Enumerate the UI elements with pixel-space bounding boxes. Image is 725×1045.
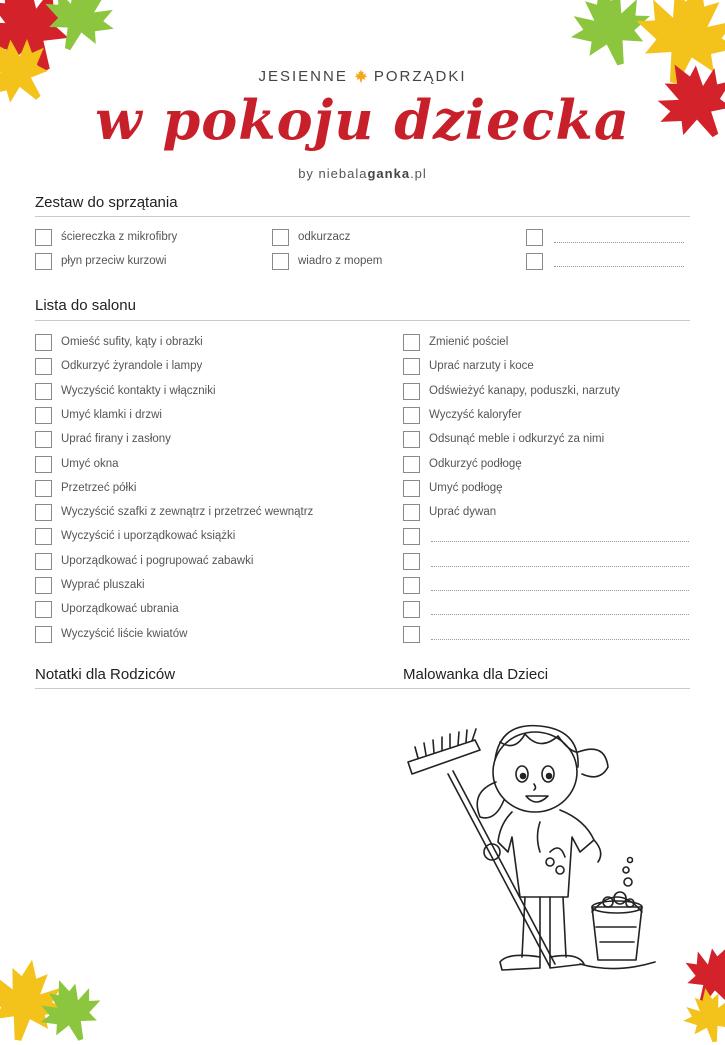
kit-item-label: ściereczka z mikrofibry: [61, 231, 178, 243]
kit-item-label: wiadro z mopem: [298, 255, 383, 267]
checkbox[interactable]: [35, 577, 52, 594]
task-label: Umyć klamki i drzwi: [61, 409, 162, 421]
checkbox[interactable]: [403, 504, 420, 521]
kit-item-label: płyn przeciw kurzowi: [61, 255, 167, 267]
checkbox[interactable]: [35, 334, 52, 351]
task-label: Odświeżyć kanapy, poduszki, narzuty: [429, 385, 620, 397]
checkbox[interactable]: [403, 626, 420, 643]
notes-heading: Notatki dla Rodziców: [35, 666, 176, 683]
task-label: Uprać narzuty i koce: [429, 360, 534, 372]
task-label: Umyć okna: [61, 458, 119, 470]
cleaning-kit-heading: Zestaw do sprzątania: [35, 194, 178, 211]
checkbox[interactable]: [403, 456, 420, 473]
checkbox[interactable]: [35, 431, 52, 448]
task-label: Uporządkować i pogrupować zabawki: [61, 555, 254, 567]
supertitle-left: JESIENNE: [258, 68, 348, 85]
blank-line[interactable]: [431, 566, 689, 567]
checkbox[interactable]: [526, 229, 543, 246]
coloring-heading: Malowanka dla Dzieci: [403, 666, 549, 683]
task-label: Wyczyścić szafki z zewnątrz i przetrzeć wewnątrz: [61, 506, 314, 518]
checkbox[interactable]: [403, 431, 420, 448]
page-title: w pokoju dziecka: [95, 88, 630, 152]
checkbox[interactable]: [403, 577, 420, 594]
task-label: Uprać dywan: [429, 506, 497, 518]
task-label: Umyć podłogę: [429, 482, 503, 494]
blank-line[interactable]: [431, 541, 689, 542]
coloring-illustration: [400, 712, 670, 987]
blank-line[interactable]: [554, 242, 684, 243]
task-label: Odsunąć meble i odkurzyć za nimi: [429, 433, 605, 445]
maple-leaf-icon: [354, 69, 368, 87]
checkbox[interactable]: [35, 456, 52, 473]
byline-site-a: niebala: [318, 166, 368, 181]
checkbox[interactable]: [403, 553, 420, 570]
task-label: Wyczyścić kontakty i włączniki: [61, 385, 216, 397]
salon-list-heading: Lista do salonu: [35, 297, 136, 314]
supertitle: [0, 68, 725, 87]
checkbox[interactable]: [35, 601, 52, 618]
checkbox[interactable]: [35, 407, 52, 424]
byline-site-c: .pl: [410, 166, 427, 181]
notes-area[interactable]: [35, 700, 375, 1000]
checkbox[interactable]: [35, 253, 52, 270]
blank-line[interactable]: [431, 590, 689, 591]
checkbox[interactable]: [35, 553, 52, 570]
checkbox[interactable]: [403, 480, 420, 497]
checkbox[interactable]: [35, 480, 52, 497]
checkbox[interactable]: [403, 358, 420, 375]
divider: [35, 216, 690, 217]
task-label: Wyczyść kaloryfer: [429, 409, 522, 421]
task-label: Przetrzeć półki: [61, 482, 137, 494]
task-label: Uprać firany i zasłony: [61, 433, 171, 445]
task-label: Omieść sufity, kąty i obrazki: [61, 336, 203, 348]
checkbox[interactable]: [403, 528, 420, 545]
byline-prefix: by: [298, 166, 319, 181]
kit-item-label: odkurzacz: [298, 231, 351, 243]
checkbox[interactable]: [35, 626, 52, 643]
task-label: Wyczyścić i uporządkować książki: [61, 530, 236, 542]
supertitle-right: PORZĄDKI: [373, 68, 467, 85]
task-label: Odkurzyć żyrandole i lampy: [61, 360, 203, 372]
blank-line[interactable]: [431, 639, 689, 640]
task-label: Uporządkować ubrania: [61, 603, 179, 615]
divider: [35, 688, 690, 689]
checkbox[interactable]: [403, 407, 420, 424]
blank-line[interactable]: [554, 266, 684, 267]
checkbox[interactable]: [403, 383, 420, 400]
byline-site-b: ganka: [367, 166, 411, 181]
divider: [35, 320, 690, 321]
checkbox[interactable]: [403, 334, 420, 351]
task-label: Wyprać pluszaki: [61, 579, 145, 591]
checkbox[interactable]: [35, 528, 52, 545]
checkbox[interactable]: [272, 253, 289, 270]
checkbox[interactable]: [403, 601, 420, 618]
checkbox[interactable]: [272, 229, 289, 246]
checkbox[interactable]: [35, 504, 52, 521]
checkbox[interactable]: [35, 358, 52, 375]
blank-line[interactable]: [431, 614, 689, 615]
checkbox[interactable]: [35, 229, 52, 246]
checkbox[interactable]: [526, 253, 543, 270]
task-label: Zmienić pościel: [429, 336, 509, 348]
task-label: Odkurzyć podłogę: [429, 458, 522, 470]
byline: [0, 166, 725, 181]
checkbox[interactable]: [35, 383, 52, 400]
task-label: Wyczyścić liście kwiatów: [61, 628, 188, 640]
maple-leaf-icon: [680, 985, 725, 1045]
